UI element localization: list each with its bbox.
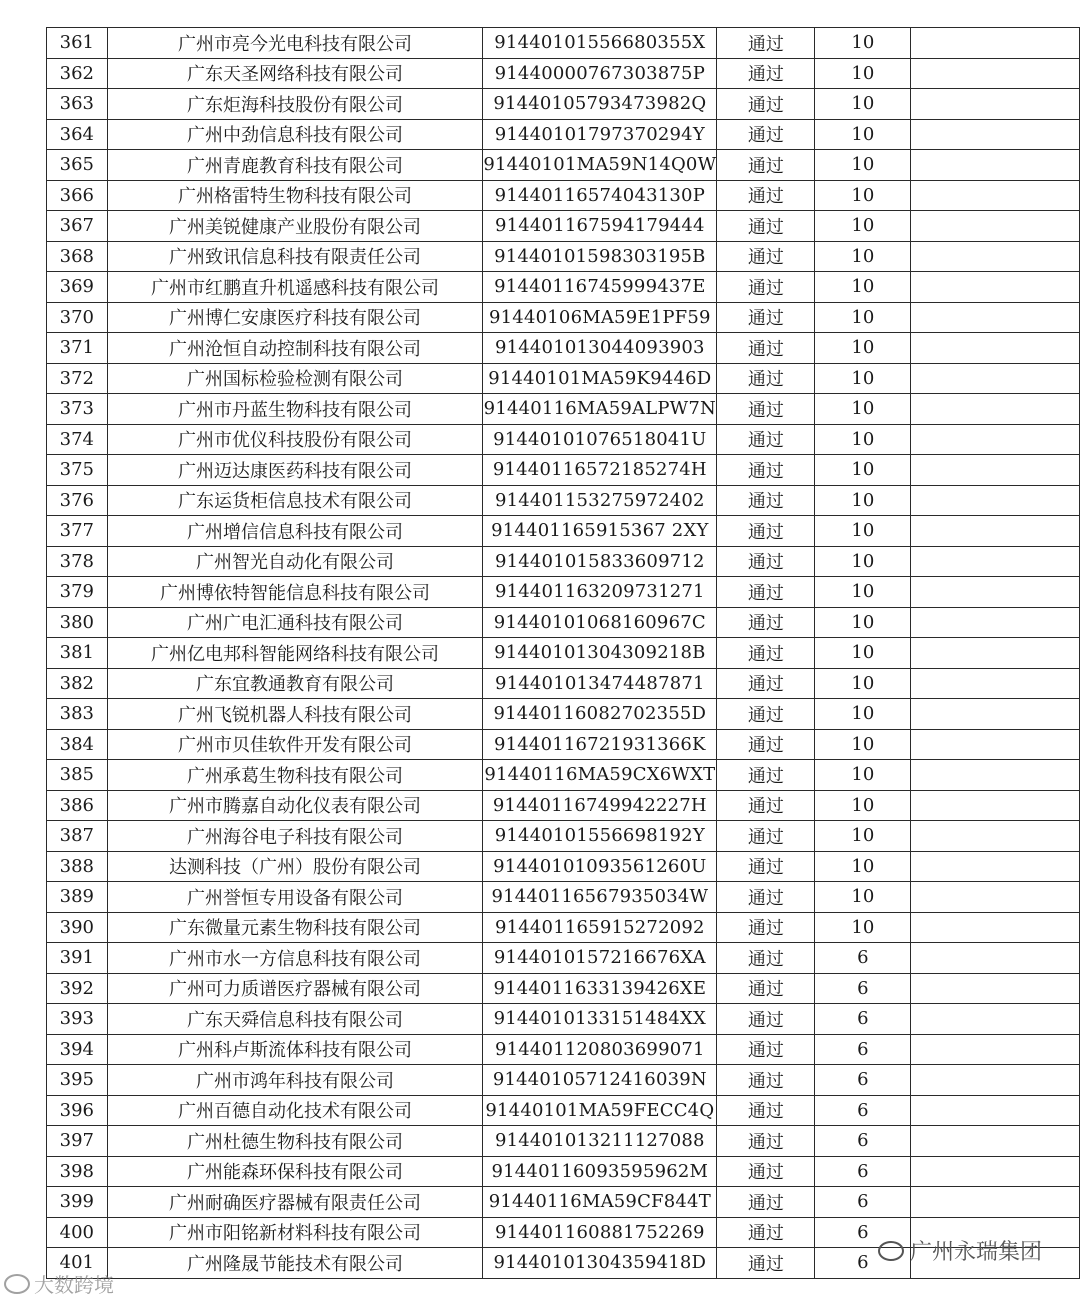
company-name-cell: 广州市丹蓝生物科技有限公司 (107, 394, 483, 425)
review-result-cell: 通过 (717, 546, 815, 577)
score-cell: 6 (815, 1187, 911, 1218)
review-result-cell: 通过 (717, 1095, 815, 1126)
credit-code-cell: 91440116MA59CX6WXT (483, 760, 717, 791)
remark-cell (911, 851, 1080, 882)
review-result-cell: 通过 (717, 455, 815, 486)
remark-cell (911, 760, 1080, 791)
score-cell: 10 (815, 333, 911, 364)
company-name-cell: 广州市优仪科技股份有限公司 (107, 424, 483, 455)
row-number-cell: 392 (47, 973, 108, 1004)
credit-code-cell: 91440116MA59CF844T (483, 1187, 717, 1218)
table-row (47, 546, 1080, 577)
company-name-cell: 广州广电汇通科技有限公司 (107, 607, 483, 638)
credit-code-cell: 91440101556680355X (483, 28, 717, 59)
score-cell: 6 (815, 973, 911, 1004)
review-result-cell: 通过 (717, 1004, 815, 1035)
table-row (47, 180, 1080, 211)
review-result-cell: 通过 (717, 607, 815, 638)
remark-cell (911, 272, 1080, 303)
score-cell: 6 (815, 943, 911, 974)
remark-cell (911, 28, 1080, 59)
row-number-cell: 394 (47, 1034, 108, 1065)
watermark-left (4, 1269, 114, 1298)
row-number-cell: 388 (47, 851, 108, 882)
remark-cell (911, 699, 1080, 730)
remark-cell (911, 1126, 1080, 1157)
score-cell: 10 (815, 180, 911, 211)
remark-cell (911, 180, 1080, 211)
review-result-cell: 通过 (717, 1065, 815, 1096)
remark-cell (911, 394, 1080, 425)
credit-code-cell: 91440106MA59E1PF59 (483, 302, 717, 333)
row-number-cell: 380 (47, 607, 108, 638)
remark-cell (911, 58, 1080, 89)
credit-code-cell: 91440116572185274H (483, 455, 717, 486)
score-cell: 10 (815, 150, 911, 181)
review-result-cell: 通过 (717, 882, 815, 913)
score-cell: 10 (815, 577, 911, 608)
review-result-cell: 通过 (717, 1034, 815, 1065)
company-name-cell: 广州耐确医疗器械有限责任公司 (107, 1187, 483, 1218)
score-cell: 10 (815, 546, 911, 577)
row-number-cell: 396 (47, 1095, 108, 1126)
table-row (47, 1156, 1080, 1187)
company-name-cell: 广东微量元素生物科技有限公司 (107, 912, 483, 943)
review-result-cell: 通过 (717, 333, 815, 364)
score-cell: 10 (815, 363, 911, 394)
score-cell: 6 (815, 1248, 911, 1279)
enterprise-table (46, 27, 1080, 1279)
company-name-cell: 广东运货柜信息技术有限公司 (107, 485, 483, 516)
row-number-cell: 393 (47, 1004, 108, 1035)
remark-cell (911, 1004, 1080, 1035)
table-row (47, 394, 1080, 425)
company-name-cell: 广东宜教通教育有限公司 (107, 668, 483, 699)
company-name-cell: 广州承葛生物科技有限公司 (107, 760, 483, 791)
score-cell: 10 (815, 668, 911, 699)
company-name-cell: 广州市鸿年科技有限公司 (107, 1065, 483, 1096)
row-number-cell: 378 (47, 546, 108, 577)
weibo-icon (4, 1274, 30, 1294)
remark-cell (911, 241, 1080, 272)
credit-code-cell: 914401013474487871 (483, 668, 717, 699)
review-result-cell: 通过 (717, 89, 815, 120)
score-cell: 10 (815, 729, 911, 760)
row-number-cell: 382 (47, 668, 108, 699)
table-row (47, 333, 1080, 364)
credit-code-cell: 91440101MA59N14Q0W (483, 150, 717, 181)
table-row (47, 943, 1080, 974)
row-number-cell: 370 (47, 302, 108, 333)
row-number-cell: 364 (47, 119, 108, 150)
table-row (47, 424, 1080, 455)
row-number-cell: 367 (47, 211, 108, 242)
table-row (47, 485, 1080, 516)
credit-code-cell: 91440101304309218B (483, 638, 717, 669)
review-result-cell: 通过 (717, 28, 815, 59)
remark-cell (911, 211, 1080, 242)
credit-code-cell: 91440116574043130P (483, 180, 717, 211)
remark-cell (911, 973, 1080, 1004)
remark-cell (911, 119, 1080, 150)
row-number-cell: 361 (47, 28, 108, 59)
credit-code-cell: 9144010133151484XX (483, 1004, 717, 1035)
credit-code-cell: 914401163209731271 (483, 577, 717, 608)
table-row (47, 1034, 1080, 1065)
credit-code-cell: 9144010157216676XA (483, 943, 717, 974)
score-cell: 10 (815, 394, 911, 425)
remark-cell (911, 1187, 1080, 1218)
review-result-cell: 通过 (717, 394, 815, 425)
credit-code-cell: 91440000767303875P (483, 58, 717, 89)
score-cell: 10 (815, 607, 911, 638)
table-body (47, 28, 1080, 1279)
credit-code-cell: 914401165915272092 (483, 912, 717, 943)
company-name-cell: 广州隆晟节能技术有限公司 (107, 1248, 483, 1279)
company-name-cell: 广州海谷电子科技有限公司 (107, 821, 483, 852)
remark-cell (911, 455, 1080, 486)
table-row (47, 516, 1080, 547)
row-number-cell: 400 (47, 1217, 108, 1248)
row-number-cell: 381 (47, 638, 108, 669)
table-row (47, 912, 1080, 943)
table-row (47, 729, 1080, 760)
row-number-cell: 372 (47, 363, 108, 394)
company-name-cell: 广东炬海科技股份有限公司 (107, 89, 483, 120)
credit-code-cell: 914401013211127088 (483, 1126, 717, 1157)
score-cell: 6 (815, 1126, 911, 1157)
company-name-cell: 广州中劲信息科技有限公司 (107, 119, 483, 150)
credit-code-cell: 91440116745999437E (483, 272, 717, 303)
company-name-cell: 广州市腾嘉自动化仪表有限公司 (107, 790, 483, 821)
credit-code-cell: 914401167594179444 (483, 211, 717, 242)
row-number-cell: 398 (47, 1156, 108, 1187)
remark-cell (911, 790, 1080, 821)
row-number-cell: 363 (47, 89, 108, 120)
review-result-cell: 通过 (717, 424, 815, 455)
credit-code-cell: 914401015833609712 (483, 546, 717, 577)
row-number-cell: 383 (47, 699, 108, 730)
review-result-cell: 通过 (717, 119, 815, 150)
row-number-cell: 371 (47, 333, 108, 364)
credit-code-cell: 91440101068160967C (483, 607, 717, 638)
company-name-cell: 广州国标检验检测有限公司 (107, 363, 483, 394)
company-name-cell: 广州市阳铭新材料科技有限公司 (107, 1217, 483, 1248)
table-row (47, 302, 1080, 333)
remark-cell (911, 607, 1080, 638)
score-cell: 10 (815, 424, 911, 455)
row-number-cell: 366 (47, 180, 108, 211)
row-number-cell: 379 (47, 577, 108, 608)
score-cell: 6 (815, 1004, 911, 1035)
table-row (47, 638, 1080, 669)
table-row (47, 760, 1080, 791)
credit-code-cell: 91440105793473982Q (483, 89, 717, 120)
review-result-cell: 通过 (717, 1248, 815, 1279)
company-name-cell: 广州迈达康医药科技有限公司 (107, 455, 483, 486)
review-result-cell: 通过 (717, 180, 815, 211)
score-cell: 10 (815, 485, 911, 516)
credit-code-cell: 91440116093595962M (483, 1156, 717, 1187)
score-cell: 10 (815, 790, 911, 821)
table-row (47, 211, 1080, 242)
review-result-cell: 通过 (717, 302, 815, 333)
review-result-cell: 通过 (717, 912, 815, 943)
score-cell: 6 (815, 1065, 911, 1096)
row-number-cell: 385 (47, 760, 108, 791)
row-number-cell: 365 (47, 150, 108, 181)
credit-code-cell: 91440101MA59FECC4Q (483, 1095, 717, 1126)
table-row (47, 973, 1080, 1004)
remark-cell (911, 668, 1080, 699)
company-name-cell: 广州市水一方信息科技有限公司 (107, 943, 483, 974)
review-result-cell: 通过 (717, 821, 815, 852)
company-name-cell: 广州科卢斯流体科技有限公司 (107, 1034, 483, 1065)
table-row (47, 668, 1080, 699)
table-row (47, 607, 1080, 638)
review-result-cell: 通过 (717, 485, 815, 516)
credit-code-cell: 91440101797370294Y (483, 119, 717, 150)
watermark-right (878, 1235, 1042, 1266)
table-row (47, 699, 1080, 730)
company-name-cell: 广州格雷特生物科技有限公司 (107, 180, 483, 211)
score-cell: 10 (815, 638, 911, 669)
company-name-cell: 广州沧恒自动控制科技有限公司 (107, 333, 483, 364)
credit-code-cell: 91440101093561260U (483, 851, 717, 882)
credit-code-cell: 91440116567935034W (483, 882, 717, 913)
credit-code-cell: 91440116MA59ALPW7N (483, 394, 717, 425)
company-name-cell: 广州市红鹏直升机遥感科技有限公司 (107, 272, 483, 303)
review-result-cell: 通过 (717, 699, 815, 730)
table-row (47, 1004, 1080, 1035)
review-result-cell: 通过 (717, 241, 815, 272)
credit-code-cell: 9144011633139426XE (483, 973, 717, 1004)
company-name-cell: 广州誉恒专用设备有限公司 (107, 882, 483, 913)
remark-cell (911, 1156, 1080, 1187)
company-name-cell: 广州杜德生物科技有限公司 (107, 1126, 483, 1157)
remark-cell (911, 1095, 1080, 1126)
score-cell: 6 (815, 1156, 911, 1187)
table-row (47, 119, 1080, 150)
score-cell: 10 (815, 211, 911, 242)
company-name-cell: 广州博仁安康医疗科技有限公司 (107, 302, 483, 333)
score-cell: 10 (815, 912, 911, 943)
review-result-cell: 通过 (717, 58, 815, 89)
score-cell: 10 (815, 119, 911, 150)
company-name-cell: 广州青鹿教育科技有限公司 (107, 150, 483, 181)
table-row (47, 1095, 1080, 1126)
row-number-cell: 375 (47, 455, 108, 486)
row-number-cell: 401 (47, 1248, 108, 1279)
credit-code-cell: 914401120803699071 (483, 1034, 717, 1065)
credit-code-cell: 91440101556698192Y (483, 821, 717, 852)
review-result-cell: 通过 (717, 363, 815, 394)
review-result-cell: 通过 (717, 1217, 815, 1248)
score-cell: 10 (815, 851, 911, 882)
table-row (47, 150, 1080, 181)
credit-code-cell: 91440101MA59K9446D (483, 363, 717, 394)
credit-code-cell: 91440105712416039N (483, 1065, 717, 1096)
table-row (47, 577, 1080, 608)
table-row (47, 455, 1080, 486)
score-cell: 10 (815, 516, 911, 547)
row-number-cell: 397 (47, 1126, 108, 1157)
remark-cell (911, 729, 1080, 760)
remark-cell (911, 424, 1080, 455)
remark-cell (911, 302, 1080, 333)
row-number-cell: 387 (47, 821, 108, 852)
remark-cell (911, 943, 1080, 974)
review-result-cell: 通过 (717, 729, 815, 760)
company-name-cell: 广州飞锐机器人科技有限公司 (107, 699, 483, 730)
review-result-cell: 通过 (717, 577, 815, 608)
company-name-cell: 广州市贝佳软件开发有限公司 (107, 729, 483, 760)
row-number-cell: 377 (47, 516, 108, 547)
remark-cell (911, 516, 1080, 547)
company-name-cell: 广州亿电邦科智能网络科技有限公司 (107, 638, 483, 669)
row-number-cell: 369 (47, 272, 108, 303)
credit-code-cell: 91440101076518041U (483, 424, 717, 455)
table-row (47, 790, 1080, 821)
table-row (47, 882, 1080, 913)
review-result-cell: 通过 (717, 211, 815, 242)
table-row (47, 241, 1080, 272)
credit-code-cell: 91440116749942227H (483, 790, 717, 821)
company-name-cell: 广州能森环保科技有限公司 (107, 1156, 483, 1187)
table-row (47, 89, 1080, 120)
remark-cell (911, 912, 1080, 943)
remark-cell (911, 333, 1080, 364)
table-row (47, 58, 1080, 89)
review-result-cell: 通过 (717, 1187, 815, 1218)
table-row (47, 1065, 1080, 1096)
row-number-cell: 362 (47, 58, 108, 89)
credit-code-cell: 914401013044093903 (483, 333, 717, 364)
company-name-cell: 广州智光自动化有限公司 (107, 546, 483, 577)
score-cell: 10 (815, 241, 911, 272)
row-number-cell: 368 (47, 241, 108, 272)
review-result-cell: 通过 (717, 638, 815, 669)
company-name-cell: 广州可力质谱医疗器械有限公司 (107, 973, 483, 1004)
watermark-right-text: 广州永瑞集团 (909, 1240, 1042, 1265)
company-name-cell: 广州致讯信息科技有限责任公司 (107, 241, 483, 272)
score-cell: 6 (815, 1095, 911, 1126)
review-result-cell: 通过 (717, 851, 815, 882)
credit-code-cell: 91440101598303195B (483, 241, 717, 272)
wechat-icon (878, 1241, 904, 1261)
credit-code-cell: 914401160881752269 (483, 1217, 717, 1248)
score-cell: 10 (815, 58, 911, 89)
score-cell: 10 (815, 28, 911, 59)
review-result-cell: 通过 (717, 973, 815, 1004)
remark-cell (911, 638, 1080, 669)
remark-cell (911, 577, 1080, 608)
review-result-cell: 通过 (717, 516, 815, 547)
review-result-cell: 通过 (717, 790, 815, 821)
score-cell: 10 (815, 302, 911, 333)
score-cell: 6 (815, 1217, 911, 1248)
table-row (47, 821, 1080, 852)
credit-code-cell: 914401153275972402 (483, 485, 717, 516)
row-number-cell: 386 (47, 790, 108, 821)
table-row (47, 363, 1080, 394)
watermark-left-text: 大数跨境 (34, 1273, 114, 1297)
review-result-cell: 通过 (717, 272, 815, 303)
review-result-cell: 通过 (717, 943, 815, 974)
remark-cell (911, 1034, 1080, 1065)
score-cell: 10 (815, 699, 911, 730)
row-number-cell: 391 (47, 943, 108, 974)
review-result-cell: 通过 (717, 1126, 815, 1157)
review-result-cell: 通过 (717, 1156, 815, 1187)
company-name-cell: 广州美锐健康产业股份有限公司 (107, 211, 483, 242)
score-cell: 6 (815, 1034, 911, 1065)
company-name-cell: 广东天舜信息科技有限公司 (107, 1004, 483, 1035)
remark-cell (911, 546, 1080, 577)
table-row (47, 28, 1080, 59)
row-number-cell: 374 (47, 424, 108, 455)
company-name-cell: 广东天圣网络科技有限公司 (107, 58, 483, 89)
company-name-cell: 广州市亮今光电科技有限公司 (107, 28, 483, 59)
row-number-cell: 390 (47, 912, 108, 943)
row-number-cell: 389 (47, 882, 108, 913)
remark-cell (911, 150, 1080, 181)
credit-code-cell: 91440101304359418D (483, 1248, 717, 1279)
table-row (47, 272, 1080, 303)
company-name-cell: 广州增信信息科技有限公司 (107, 516, 483, 547)
row-number-cell: 376 (47, 485, 108, 516)
score-cell: 10 (815, 455, 911, 486)
review-result-cell: 通过 (717, 760, 815, 791)
table-row (47, 851, 1080, 882)
row-number-cell: 395 (47, 1065, 108, 1096)
remark-cell (911, 1065, 1080, 1096)
score-cell: 10 (815, 760, 911, 791)
review-result-cell: 通过 (717, 668, 815, 699)
remark-cell (911, 363, 1080, 394)
score-cell: 10 (815, 821, 911, 852)
remark-cell (911, 89, 1080, 120)
row-number-cell: 373 (47, 394, 108, 425)
review-result-cell: 通过 (717, 150, 815, 181)
company-name-cell: 广州百德自动化技术有限公司 (107, 1095, 483, 1126)
company-name-cell: 达测科技（广州）股份有限公司 (107, 851, 483, 882)
table-row (47, 1187, 1080, 1218)
remark-cell (911, 821, 1080, 852)
score-cell: 10 (815, 89, 911, 120)
credit-code-cell: 91440116721931366K (483, 729, 717, 760)
score-cell: 10 (815, 882, 911, 913)
score-cell: 10 (815, 272, 911, 303)
credit-code-cell: 91440116082702355D (483, 699, 717, 730)
remark-cell (911, 882, 1080, 913)
remark-cell (911, 485, 1080, 516)
table-row (47, 1126, 1080, 1157)
credit-code-cell: 914401165915367 2XY (483, 516, 717, 547)
company-name-cell: 广州博依特智能信息科技有限公司 (107, 577, 483, 608)
row-number-cell: 399 (47, 1187, 108, 1218)
row-number-cell: 384 (47, 729, 108, 760)
